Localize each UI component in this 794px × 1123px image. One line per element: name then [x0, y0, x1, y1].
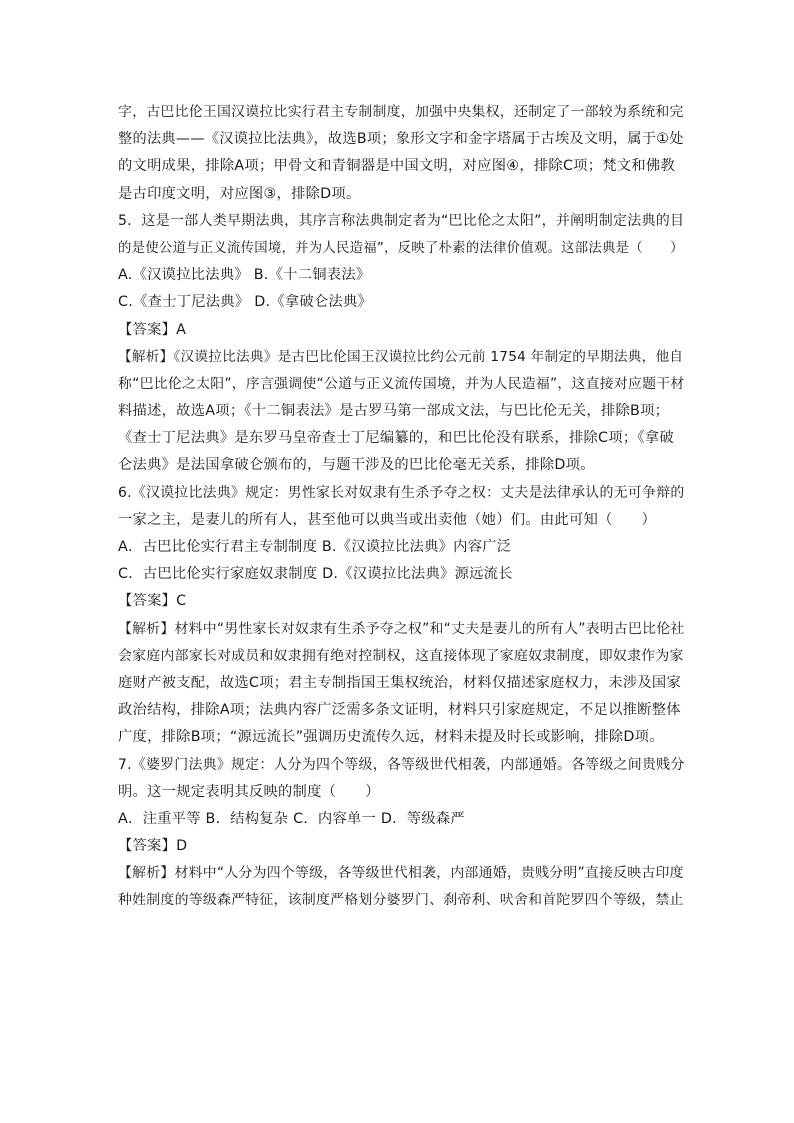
q7-answer: [118, 833, 686, 860]
text-line: A．注重平等 B．结构复杂 C．内容单一 D．等级森严: [118, 810, 465, 827]
q7-question: [118, 752, 686, 806]
q6-question: [118, 480, 686, 534]
document-body: [118, 99, 686, 915]
q7-options: [118, 806, 686, 833]
text-line: 【解析】材料中“男性家长对奴隶有生杀予夺之权”和“丈夫是妻儿的所有人”表明古巴比伦社: [118, 620, 685, 637]
q5-analysis: [118, 344, 686, 480]
q6-options-ab: [118, 534, 686, 561]
text-line: 庭财产被支配，故选C项；君主专制指国王集权统治，材料仅描述家庭权力，未涉及国家: [118, 674, 682, 691]
q5-answer: [118, 317, 686, 344]
q6-options-cd: [118, 561, 686, 588]
text-line: A.《汉谟拉比法典》 B.《十二铜表法》: [118, 267, 371, 284]
q7-analysis: [118, 860, 686, 914]
text-line: 称“巴比伦之太阳”，序言强调使“公道与正义流传国境，并为人民造福”，这直接对应题干材: [118, 375, 685, 392]
text-line: 广度，排除B项；“源远流长”强调历史流传久远，材料未提及时长或影响，排除D项。: [118, 729, 664, 746]
text-line: 的文明成果，排除A项；甲骨文和青铜器是中国文明，对应图④，排除C项；梵文和佛教: [118, 158, 676, 175]
text-line: 【答案】A: [118, 321, 187, 338]
text-line: 一家之主，是妻儿的所有人，甚至他可以典当或出卖他（她）们。由此可知（ ）: [118, 511, 657, 528]
text-line: 【解析】《汉谟拉比法典》是古巴比伦国王汉谟拉比约公元前 1754 年制定的早期法典，他自: [118, 348, 684, 365]
text-line: 明。这一规定表明其反映的制度（ ）: [118, 783, 380, 800]
q4-analysis-continued: [118, 99, 686, 208]
text-line: 5．这是一部人类早期法典，其序言称法典制定者为“巴比伦之太阳”，并阐明制定法典的目: [118, 212, 685, 229]
text-line: 政治结构，排除A项；法典内容广泛需多条文证明，材料只引家庭规定，不足以推断整体: [118, 702, 681, 719]
q5-question: [118, 208, 686, 262]
text-line: 仑法典》是法国拿破仑颁布的，与题干涉及的巴比伦毫无关系，排除D项。: [118, 457, 595, 474]
text-line: 7.《婆罗门法典》规定：人分为四个等级，各等级世代相袭，内部通婚。各等级之间贵贱分: [118, 756, 685, 773]
text-line: 【答案】C: [118, 593, 187, 610]
text-line: C.《查士丁尼法典》 D.《拿破仑法典》: [118, 294, 373, 311]
text-line: 《查士丁尼法典》是东罗马皇帝查士丁尼编纂的，和巴比伦没有联系，排除C项；《拿破: [118, 430, 674, 447]
q6-analysis: [118, 616, 686, 752]
text-line: 字，古巴比伦王国汉谟拉比实行君主专制制度，加强中央集权，还制定了一部较为系统和完: [118, 104, 684, 120]
text-line: 【解析】材料中“人分为四个等级，各等级世代相袭，内部通婚，贵贱分明”直接反映古印度: [118, 865, 684, 882]
text-line: 是古印度文明，对应图③，排除D项。: [118, 185, 361, 202]
text-line: 6.《汉谟拉比法典》规定：男性家长对奴隶有生杀予夺之权：丈夫是法律承认的无可争辩的: [118, 484, 685, 501]
text-line: 【答案】D: [118, 838, 188, 855]
text-line: 的是使公道与正义流传国境，并为人民造福”，反映了朴素的法律价值观。这部法典是（ ）: [118, 240, 684, 256]
q6-answer: [118, 588, 686, 615]
q5-options-cd: [118, 289, 686, 316]
text-line: C．古巴比伦实行家庭奴隶制度 D.《汉谟拉比法典》源远流长: [118, 566, 513, 583]
text-line: 会家庭内部家长对成员和奴隶拥有绝对控制权，这直接体现了家庭奴隶制度，即奴隶作为家: [118, 647, 684, 664]
text-line: 料描述，故选A项；《十二铜表法》是古罗马第一部成文法，与巴比伦无关，排除B项；: [118, 403, 670, 420]
text-line: 种姓制度的等级森严特征，该制度严格划分婆罗门、刹帝利、吠舍和首陀罗四个等级，禁止: [118, 892, 684, 909]
text-line: 整的法典——《汉谟拉比法典》，故选B项；象形文字和金字塔属于古埃及文明，属于①处: [118, 131, 684, 148]
q5-options-ab: [118, 262, 686, 289]
text-line: A．古巴比伦实行君主专制制度 B.《汉谟拉比法典》内容广泛: [118, 539, 512, 555]
